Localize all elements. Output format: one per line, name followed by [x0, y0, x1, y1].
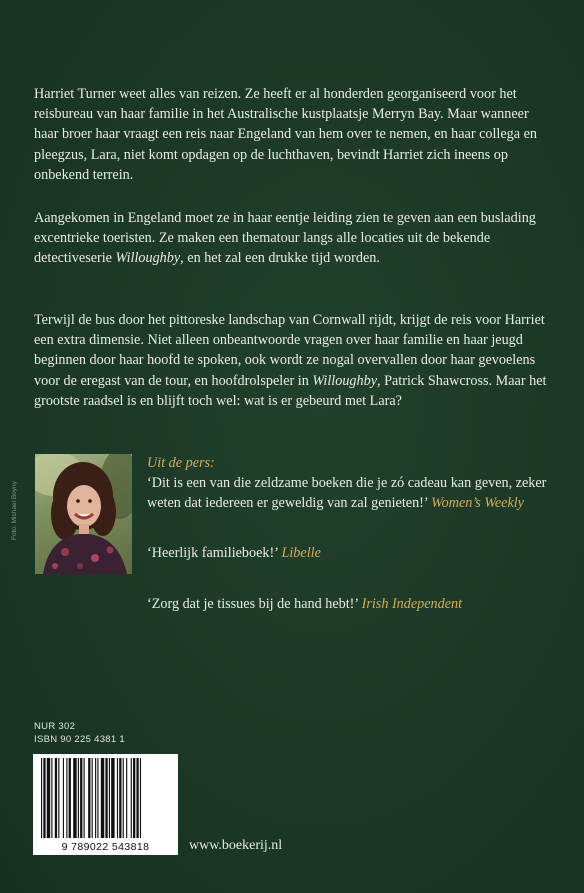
press-quote-source: Women’s Weekly — [431, 495, 524, 511]
barcode-bar — [136, 758, 138, 838]
barcode-bar — [95, 758, 96, 838]
blurb-p2-title: Willoughby — [115, 250, 181, 267]
barcode-bar — [131, 758, 132, 838]
barcode-digits: 9 789022 543818 — [61, 841, 150, 853]
publisher-url: www.boekerij.nl — [189, 838, 283, 853]
barcode-bar — [140, 758, 141, 838]
barcode-bar — [101, 758, 104, 838]
press-quote-text: ‘Dit is een van die zeldzame boeken die je zó cadeau kan geven, zeker weten dat iedereen er geweldig van zal genieten!’ — [147, 475, 547, 511]
nur-code: NUR 302 — [34, 721, 76, 732]
press-quote-source: Irish Independent — [361, 596, 463, 612]
isbn-number: ISBN 90 225 4381 1 — [34, 734, 125, 745]
barcode-bar — [41, 758, 42, 838]
barcode-bar — [133, 758, 135, 838]
barcode-bar — [63, 758, 64, 838]
blurb-p2-text-b: , en het zal een drukke tijd worden. — [180, 250, 380, 267]
barcode-bar — [119, 758, 121, 838]
photo-credit: Foto: Michael Boyny — [11, 481, 18, 540]
barcode-bar — [69, 758, 71, 838]
blurb-p3-text-b: , Patrick Shawcross. Maar het grootste raadsel is en blijft toch wel: wat is er gebeurd met Lara? — [34, 372, 547, 409]
barcode-bar — [66, 758, 67, 838]
barcode-bar — [80, 758, 82, 838]
press-heading: Uit de pers: — [147, 455, 215, 471]
barcode-bar — [84, 758, 85, 838]
barcode-bar — [43, 758, 45, 838]
barcode-bar — [92, 758, 93, 838]
press-quote-text: ‘Heerlijk familieboek!’ — [147, 545, 278, 561]
press-quote-1 — [147, 473, 557, 513]
barcode-bar — [109, 758, 110, 838]
blurb-paragraph-2 — [34, 208, 554, 269]
press-quote-text: ‘Zorg dat je tissues bij de hand hebt!’ — [147, 596, 359, 612]
blurb-p3-title: Willoughby — [312, 372, 378, 389]
barcode-bar — [47, 758, 50, 838]
blurb-paragraph-3 — [34, 310, 554, 411]
barcode-bar — [55, 758, 57, 838]
barcode-bar — [97, 758, 98, 838]
barcode-bar — [117, 758, 118, 838]
barcode-bar — [111, 758, 114, 838]
author-photo — [35, 454, 132, 574]
blurb-paragraph-1: Harriet Turner weet alles van reizen. Ze heeft er al honderden georganiseerd voor het reisbureau van haar familie in het Australische kustplaatsje Merryn Bay. Maar wanneer haar broer haar vraagt een reis naar Engeland van hem over te nemen, en haar collega en pleegzus, Lara, niet komt opdagen op de luchthaven, bevindt Harriet zich ineens op onbekend terrein. — [34, 86, 537, 183]
press-quote-source: Libelle — [281, 545, 321, 561]
barcode-bar — [105, 758, 107, 838]
barcode-bar — [51, 758, 52, 838]
barcode-bar — [123, 758, 124, 838]
press-quote-3 — [147, 594, 557, 614]
barcode-bar — [126, 758, 127, 838]
blurb-p2-text-a: Aangekomen in Engeland moet ze in haar eentje leiding zien te geven aan een buslading excentrieke toeristen. Ze maken een thematour langs alle locaties uit de bekende detectiveserie — [34, 210, 536, 267]
press-quote-2 — [147, 543, 557, 563]
barcode-bar — [88, 758, 90, 838]
blurb-p3-text-a: Terwijl de bus door het pittoreske landschap van Cornwall rijdt, krijgt de reis voor Harriet een extra dimensie. Niet alleen onbeantwoorde vragen over haar familie en haar jeugd beginnen door haar hoofd te spoken, ook wordt ze nogal overvallen door haar gevoelens voor de eregast van de tour, en hoofdrolspeler in — [34, 312, 545, 389]
barcode-bars — [33, 754, 178, 840]
barcode-bar — [73, 758, 76, 838]
barcode-bar — [58, 758, 59, 838]
barcode-bar — [78, 758, 79, 838]
barcode — [33, 754, 178, 855]
